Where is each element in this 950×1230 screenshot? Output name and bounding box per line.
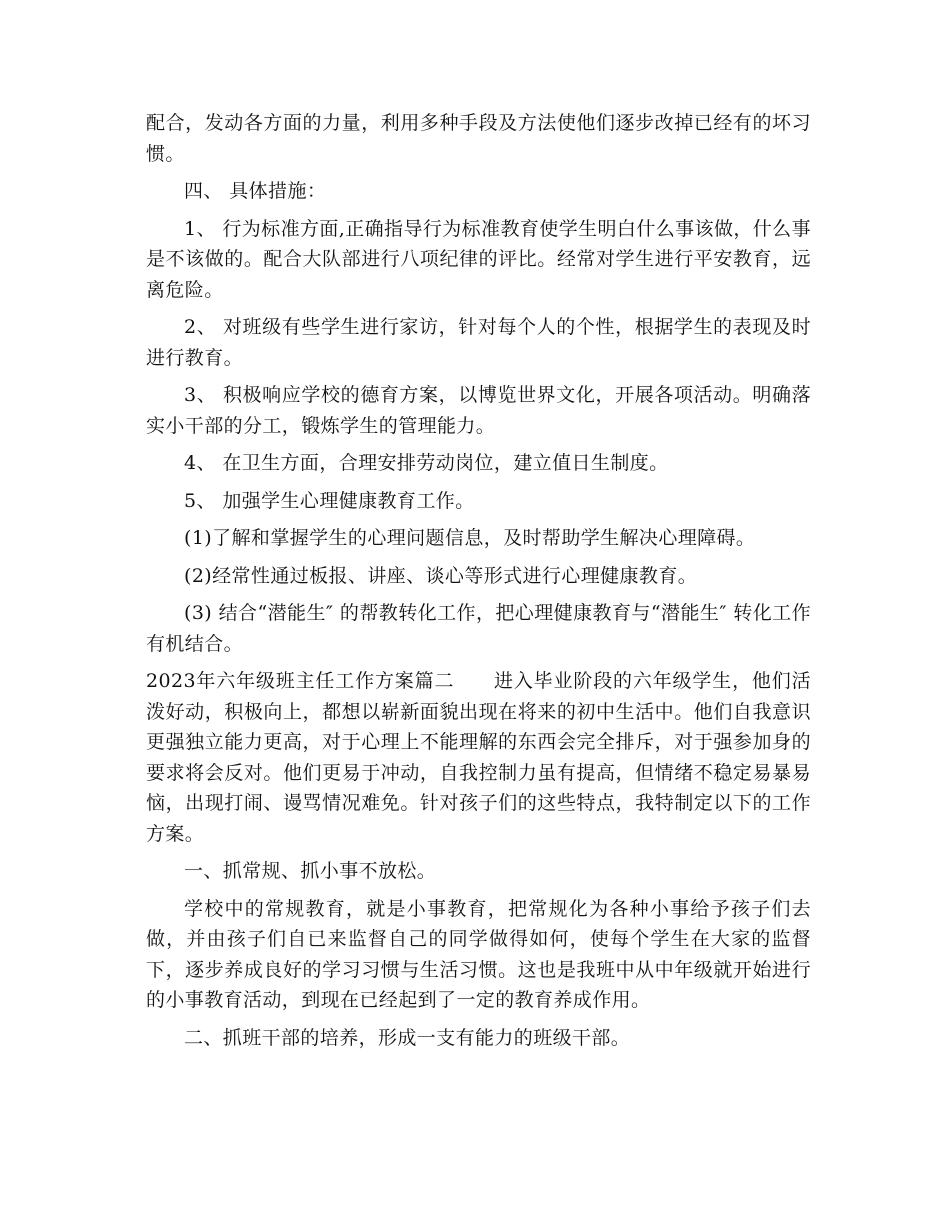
part-two-section-1-body: 学校中的常规教育，就是小事教育，把常规化为各种小事给予孩子们去做，并由孩子们自已来监督自己的同学做得如何，使每个学生在大家的监督下，逐步养成良好的学习习惯与生活习惯。这也是我班中从中年级就开始进行的小事教育活动，到现在已经起到了一定的教育养成作用。: [146, 897, 811, 1011]
sub-item-1: (1)了解和掌握学生的心理问题信息，及时帮助学生解决心理障碍。: [184, 527, 756, 549]
part-two-section-1-heading: 一、抓常规、抓小事不放松。: [184, 860, 437, 882]
section-heading-measures: 四、 具体措施：: [184, 180, 327, 202]
list-item-behavior-standards: 1、 行为标准方面,正确指导行为标准教育使学生明白什么事该做，什么事是不该做的。配合大队部进行八项纪律的评比。经常对学生进行平安教育，远离危险。: [146, 217, 811, 301]
sub-item-2: (2)经常性通过板报、讲座、谈心等形式进行心理健康教育。: [184, 564, 698, 587]
document-page: [146, 108, 811, 1060]
part-two-section-2-heading: 二、抓班干部的培养，形成一支有能力的班级干部。: [184, 1026, 631, 1049]
list-item-home-visits: 2、 对班级有些学生进行家访，针对每个人的个性，根据学生的表现及时进行教育。: [146, 316, 811, 369]
list-item-moral-education: 3、 积极响应学校的德育方案，以博览世界文化，开展各项活动。明确落实小干部的分工，锻炼学生的管理能力。: [146, 384, 811, 437]
part-two-intro: 2023年六年级班主任工作方案篇二 进入毕业阶段的六年级学生，他们活泼好动，积极向上，都想以崭新面貌出现在将来的初中生活中。他们自我意识更强独立能力更高，对于心理上不能理解的东西会完全排斥，对于强参加身的要求将会反对。他们更易于冲动，自我控制力虽有提高，但情绪不稳定易暴易恼，出现打闹、谩骂情况难免。针对孩子们的这些特点，我特制定以下的工作方案。: [146, 670, 811, 845]
paragraph-continuation: 配合，发动各方面的力量，利用多种手段及方法使他们逐步改掉已经有的坏习惯。: [146, 112, 811, 165]
list-item-mental-health: 5、 加强学生心理健康教育工作。: [184, 489, 475, 512]
sub-item-3: (3) 结合“潜能生″ 的帮教转化工作，把心理健康教育与“潜能生″ 转化工作有机结合。: [146, 602, 811, 655]
list-item-hygiene: 4、 在卫生方面，合理安排劳动岗位，建立值日生制度。: [184, 452, 669, 474]
